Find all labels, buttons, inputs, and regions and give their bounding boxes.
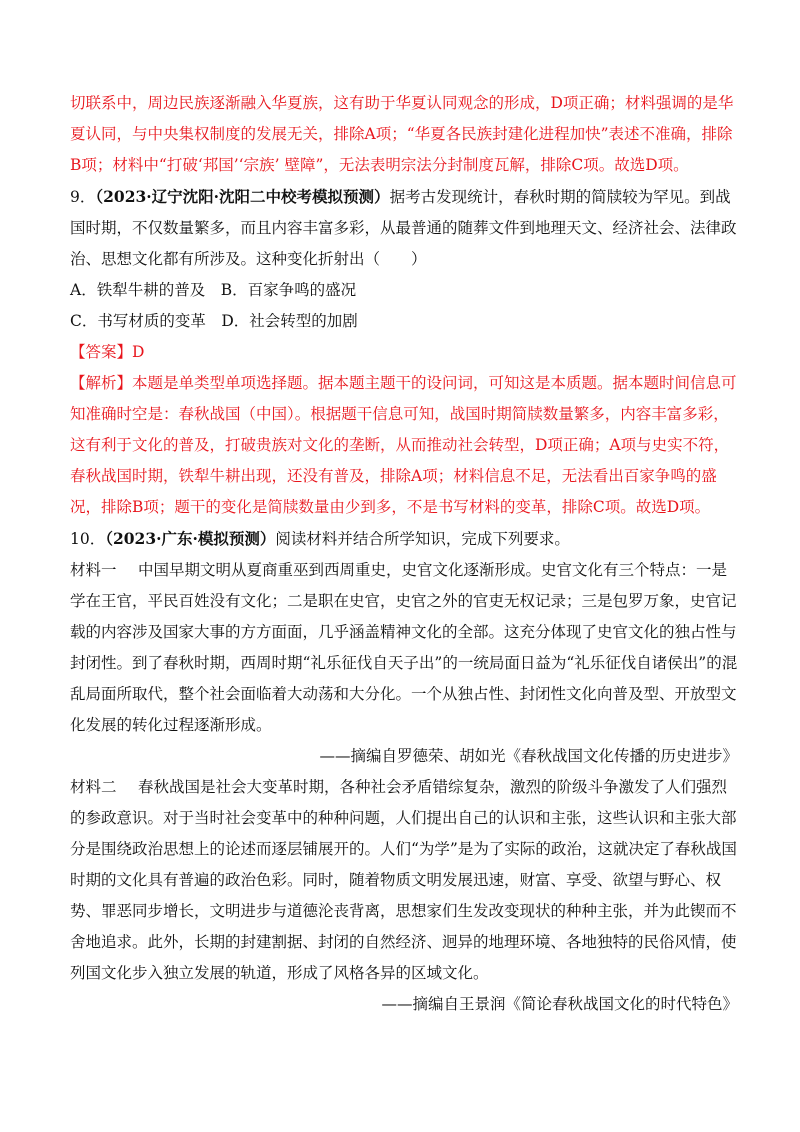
analysis-label: 【解析】: [70, 374, 133, 392]
answer-value: D: [132, 343, 145, 361]
question-number: 9．: [70, 188, 96, 206]
answer-line: [70, 337, 738, 368]
question-stem: 阅读材料并结合所学知识，完成下列要求。: [275, 530, 570, 548]
question-source: （2023·辽宁沈阳·沈阳二中校考模拟预测）: [95, 187, 390, 206]
options-row-2: C．书写材质的变革 D．社会转型的加剧: [70, 312, 358, 330]
analysis-text: 本题是单类型单项选择题。据本题主题干的设问词，可知这是本质题。据本题时间信息可知准确时空是：春秋战国（中国）。根据题干信息可知，战国时期简牍数量繁多，内容丰富多彩，这有利于文化的普及，打破贵族对文化的垄断，从而推动社会转型，D项正确；A项与史实不符，春秋战国时期，铁犁牛耕出现，还没有普及，排除A项；材料信息不足，无法看出百家争鸣的盛况，排除B项；题干的变化是简牍数量由少到多，不是书写材料的变革，排除C项。故选D项。: [70, 374, 737, 516]
document-page: [70, 88, 738, 1020]
question-9: [70, 181, 738, 275]
material-label: 材料二: [70, 778, 117, 796]
material-1: [70, 555, 738, 741]
material-text: 中国早期文明从夏商重巫到西周重史，史官文化逐渐形成。史官文化有三个特点：一是学在王官，平民百姓没有文化；二是职在史官，史官之外的官吏无权记录；三是包罗万象，史官记载的内容涉及国家大事的方方面面，几乎涵盖精神文化的全部。这充分体现了史官文化的独占性与封闭性。到了春秋时期，西周时期“礼乐征伐自天子出”的一统局面日益为“礼乐征伐自诸侯出”的混乱局面所取代，整个社会面临着大动荡和大分化。一个从独占性、封闭性文化向普及型、开放型文化发展的转化过程逐渐形成。: [70, 561, 738, 734]
options-row-1: A．铁犁牛耕的普及 B．百家争鸣的盛况: [70, 281, 357, 299]
question-number: 10．: [70, 530, 106, 548]
previous-explanation: 切联系中，周边民族逐渐融入华夏族，这有助于华夏认同观念的形成，D项正确；材料强调的是华夏认同，与中央集权制度的发展无关，排除A项；“华夏各民族封建化进程加快”表述不准确，排除B项；材料中“打破‘邦国’‘宗族’ 壁障”，无法表明宗法分封制度瓦解，排除C项。故选D项。: [70, 94, 734, 174]
question-10: [70, 523, 738, 555]
material-label: 材料一: [70, 561, 117, 579]
answer-label: 【答案】: [70, 343, 133, 361]
material-2-source: ——摘编自王景润《简论春秋战国文化的时代特色》: [381, 995, 738, 1013]
question-stem: 据考古发现统计，春秋时期的简牍较为罕见。到战国时期，不仅数量繁多，而且内容丰富多彩，从最普通的随葬文件到地理天文、经济社会、法律政治、思想文化都有所涉及。这种变化折射出（ ）: [70, 188, 737, 268]
question-source: （2023·广东·模拟预测）: [105, 529, 276, 548]
material-1-source: ——摘编自罗德荣、胡如光《春秋战国文化传播的历史进步》: [319, 747, 738, 765]
analysis: [70, 368, 738, 523]
material-text: 春秋战国是社会大变革时期，各种社会矛盾错综复杂，激烈的阶级斗争激发了人们强烈的参政意识。对于当时社会变革中的种种问题，人们提出自己的认识和主张，这些认识和主张大部分是围绕政治思想上的论述而逐层铺展开的。人们“为学”是为了实际的政治，这就决定了春秋战国时期的文化具有普遍的政治色彩。同时，随着物质文明发展迅速，财富、享受、欲望与野心、权势、罪恶同步增长，文明进步与道德沦丧背离，思想家们生发改变现状的种种主张，并为此锲而不舍地追求。此外，长期的封建割据、封闭的自然经济、迥异的地理环境、各地独特的民俗风情，使列国文化步入独立发展的轨道，形成了风格各异的区域文化。: [70, 778, 737, 982]
material-2: [70, 772, 738, 989]
